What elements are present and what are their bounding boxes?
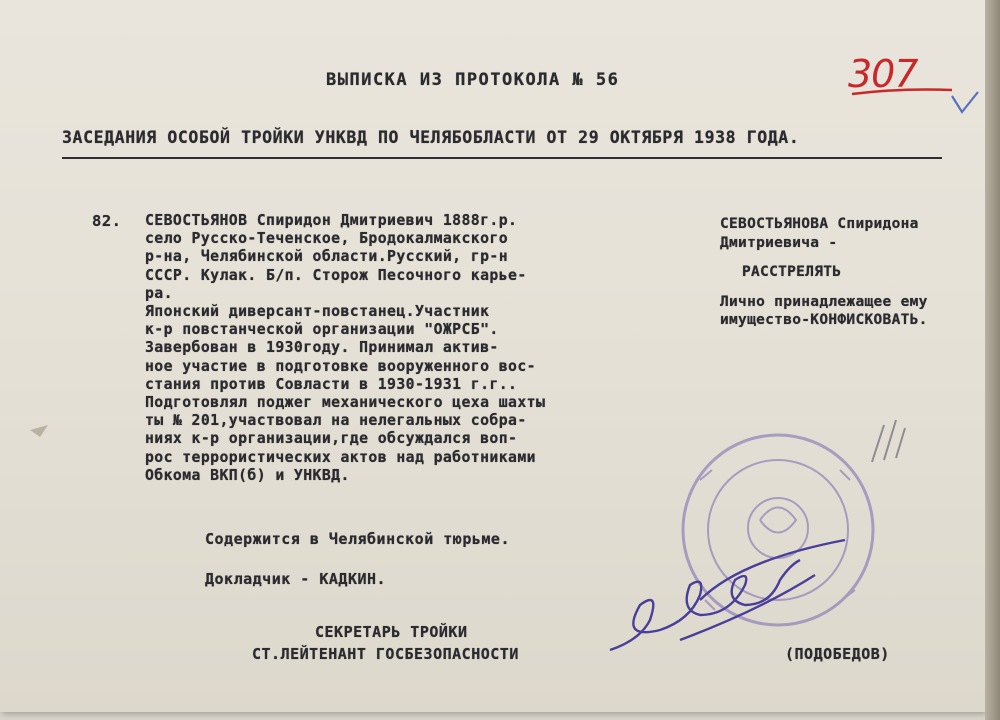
red-underline bbox=[852, 90, 952, 95]
decision-line: РАССТРЕЛЯТЬ bbox=[742, 264, 842, 280]
signature-rank: СТ.ЛЕЙТЕНАНТ ГОСБЕЗОПАСНОСТИ bbox=[252, 645, 519, 663]
handwritten-signature bbox=[610, 540, 845, 650]
signature-role: СЕКРЕТАРЬ ТРОЙКИ bbox=[315, 623, 468, 641]
entry-line: Обкома ВКП(б) и УНКВД. bbox=[145, 466, 350, 484]
decision-line: СЕВОСТЬЯНОВА Спиридона bbox=[720, 216, 919, 232]
blue-check-icon bbox=[952, 92, 978, 112]
entry-line: р-на, Челябинской области.Русский, гр-н bbox=[145, 248, 509, 266]
entry-line: ты № 201,участвовал на нелегальных собра- bbox=[145, 412, 527, 430]
entry-line: село Русско-Теченское, Бродокалмакского bbox=[145, 230, 509, 248]
archive-number-annotation: 307 bbox=[848, 52, 918, 96]
entry-line: Подготовлял поджег механического цеха шахты bbox=[145, 394, 546, 412]
decision-line: Лично принадлежащее ему bbox=[720, 293, 928, 310]
entry-line: СЕВОСТЬЯНОВ Спиридон Дмитриевич 1888г.р. bbox=[145, 212, 518, 229]
entry-line: ниях к-р организации,где обсуждался воп- bbox=[145, 430, 518, 448]
entry-line: Завербован в 1930году. Принимал актив- bbox=[145, 339, 499, 357]
entry-line: ное участие в подготовке вооруженного вос- bbox=[145, 357, 536, 375]
entry-line: рос террористических актов над работниками bbox=[145, 448, 536, 466]
pencil-mark bbox=[872, 420, 905, 462]
prison-note: Содержится в Челябинской тюрьме. bbox=[205, 530, 510, 548]
document-title: ВЫПИСКА ИЗ ПРОТОКОЛА № 56 bbox=[326, 70, 620, 90]
entry-line: СССР. Кулак. Б/п. Сторож Песочного карье- bbox=[145, 266, 527, 284]
paper-mark bbox=[30, 425, 48, 437]
entry-line: Японский диверсант-повстанец.Участник bbox=[145, 303, 490, 321]
decision-line: Дмитриевича - bbox=[720, 234, 838, 251]
decision-line: имущество-КОНФИСКОВАТЬ. bbox=[720, 312, 928, 328]
entry-line: ра. bbox=[145, 284, 173, 302]
entry-line: стания против Совласти в 1930-1931 г.г.. bbox=[145, 375, 518, 393]
entry-number: 82. bbox=[92, 212, 122, 230]
entry-line: к-р повстанческой организации "ОЖРСБ". bbox=[145, 321, 499, 339]
signature-name: (ПОДОБЕДОВ) bbox=[785, 645, 890, 663]
reporter-note: Докладчик - КАДКИН. bbox=[205, 570, 387, 588]
document-subtitle: ЗАСЕДАНИЯ ОСОБОЙ ТРОЙКИ УНКВД ПО ЧЕЛЯБОБЛАСТИ ОТ 29 ОКТЯБРЯ 1938 ГОДА. bbox=[62, 128, 800, 147]
